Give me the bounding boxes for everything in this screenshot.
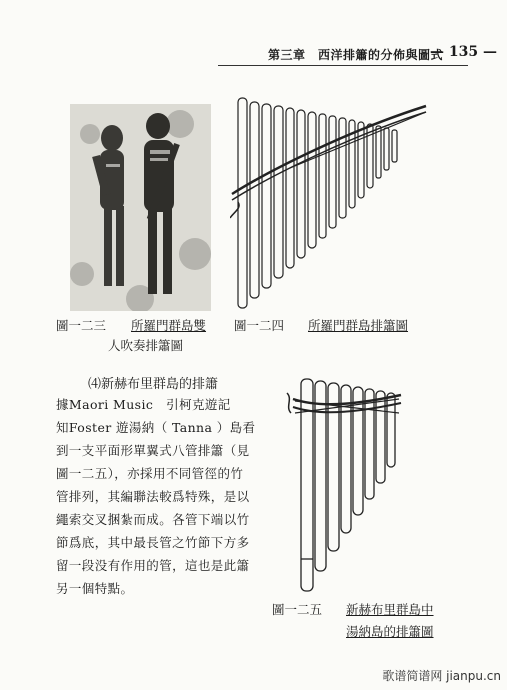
photo-two-players [70, 104, 211, 311]
chapter-title: 第三章 西洋排簫的分佈與圖式 [267, 48, 443, 62]
body-line: 節爲底，其中最長管之竹節下方多 [56, 535, 250, 550]
fig124-label: 圖一二四 [234, 318, 285, 333]
fig125-caption-2: 湯納島的排簫圖 [346, 624, 434, 639]
body-line: 圖一二五），亦採用不同管徑的竹 [56, 466, 244, 481]
panpipe-drawing-new-hebrides [283, 373, 408, 595]
section-heading: ⑷新赫布里群島的排簫 [88, 377, 219, 392]
fig123-caption-2: 人吹奏排簫圖 [108, 338, 184, 353]
fig125-label: 圖一二五 [272, 602, 323, 617]
body-line: 另一個特點。 [56, 581, 134, 596]
watermark: 歌谱简谱网 jianpu.cn [382, 669, 501, 683]
body-line: 到一支平面形單翼式八管排簫（見 [56, 443, 250, 458]
fig124-caption: 所羅門群島排簫圖 [308, 318, 409, 333]
page-header [0, 42, 507, 66]
page-number: — 135 — [430, 44, 497, 60]
body-line: 留一段没有作用的管，這也是此簫 [56, 558, 250, 573]
header-rule [218, 65, 468, 66]
body-line: 知Foster 遊湯納（ Tanna ）島看 [56, 420, 256, 435]
fig123-caption-1: 所羅門群島雙 [131, 318, 207, 333]
fig125-caption-1: 新赫布里群島中 [346, 602, 434, 617]
panpipe-drawing-solomon [230, 90, 430, 315]
body-line: 據Maori Music 引柯克遊記 [56, 397, 231, 412]
body-line: 管排列，其編聯法較爲特殊，是以 [56, 489, 250, 504]
fig123-label: 圖一二三 [56, 318, 107, 333]
body-line: 繩索交叉捆紮而成。各管下端以竹 [56, 512, 250, 527]
